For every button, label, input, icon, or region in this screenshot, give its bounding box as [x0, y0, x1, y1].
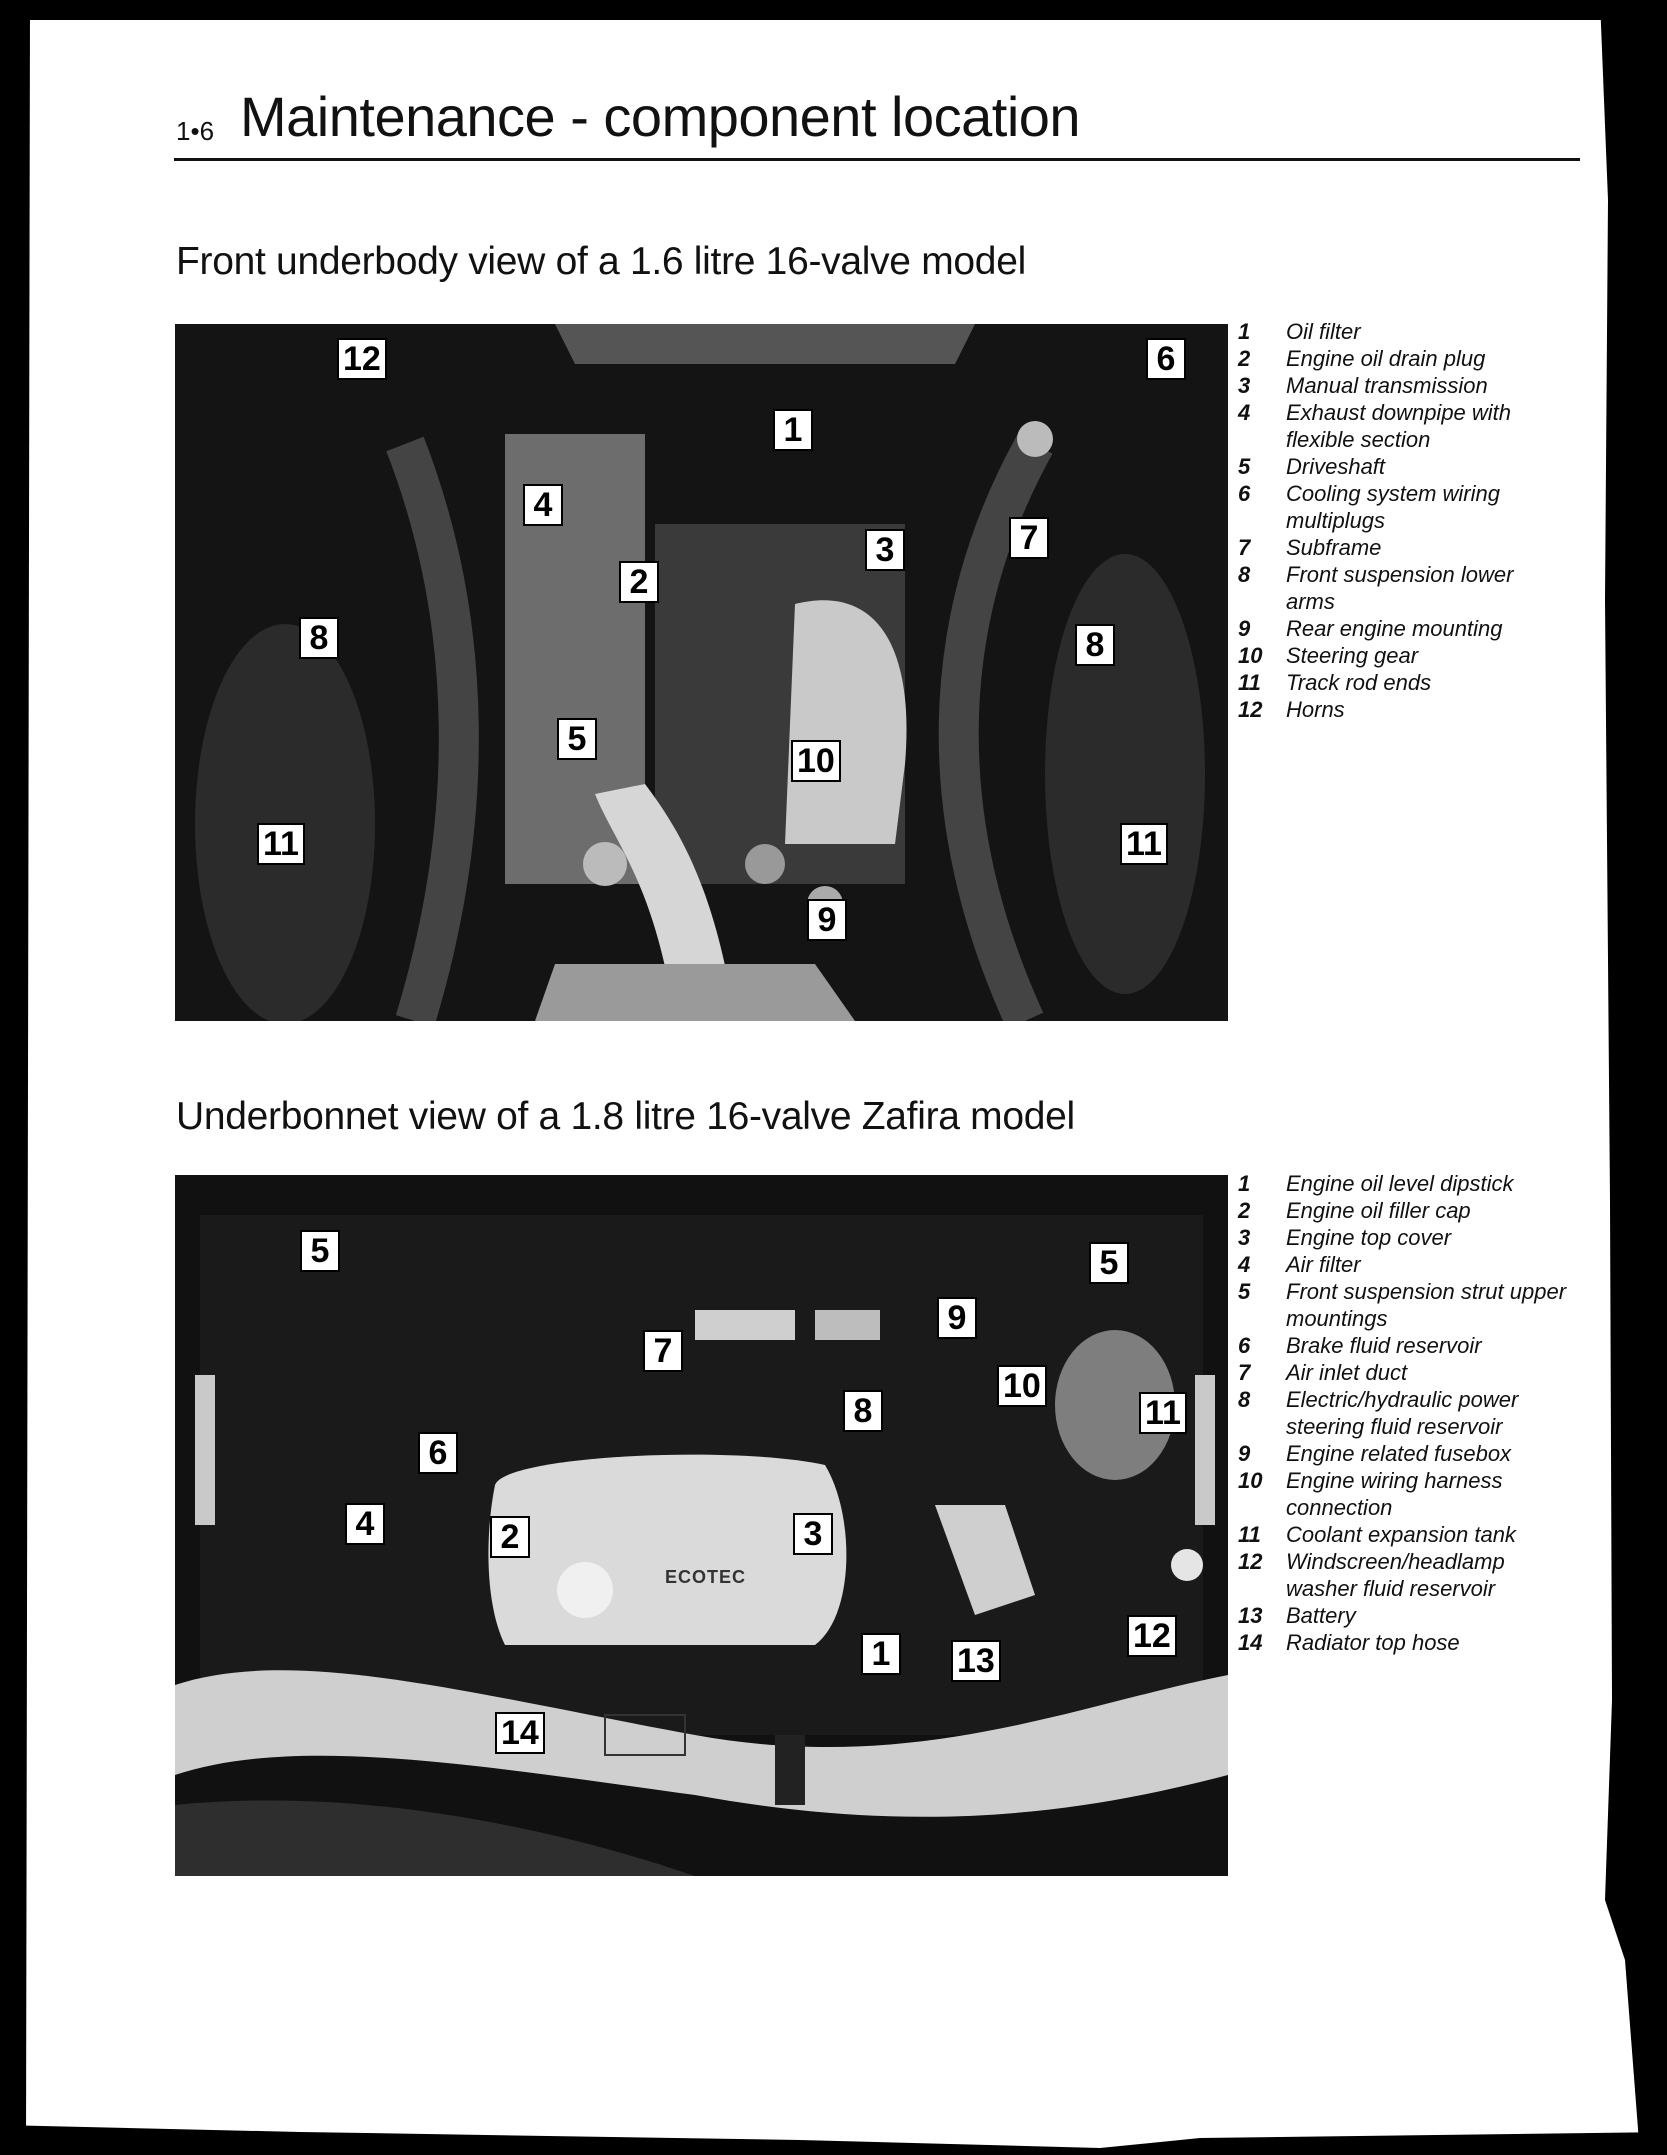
callout-1: 1	[861, 1633, 901, 1675]
callout-9: 9	[807, 899, 847, 941]
callout-3: 3	[865, 529, 905, 571]
legend-item: 13 Battery	[1238, 1603, 1356, 1628]
legend-item: 1 Engine oil level dipstick	[1238, 1171, 1514, 1196]
callout-8-right: 8	[1075, 624, 1115, 666]
legend-item: 8 Front suspension lower arms	[1238, 562, 1514, 614]
callout-8-left: 8	[299, 617, 339, 659]
legend-item: 9 Engine related fusebox	[1238, 1441, 1512, 1466]
legend-item: 10 Steering gear	[1238, 643, 1419, 668]
legend-item: 5 Front suspension strut upper mountings	[1238, 1279, 1567, 1331]
callout-10: 10	[997, 1365, 1047, 1407]
callout-2: 2	[619, 561, 659, 603]
callout-3: 3	[793, 1513, 833, 1555]
page-header	[174, 82, 1580, 161]
section-title-underbody: Front underbody view of a 1.6 litre 16-valve model	[176, 240, 1026, 283]
legend-item: 14 Radiator top hose	[1238, 1630, 1460, 1655]
callout-4: 4	[345, 1503, 385, 1545]
photo-underbonnet	[175, 1175, 1228, 1876]
callout-8: 8	[843, 1390, 883, 1432]
callout-7: 7	[643, 1330, 683, 1372]
legend-underbonnet	[1238, 1170, 1568, 1656]
legend-item: 11 Track rod ends	[1238, 670, 1432, 695]
ecotec-badge: ECOTEC	[665, 1567, 747, 1587]
legend-item: 6 Cooling system wiring multiplugs	[1238, 481, 1500, 533]
section-title-underbonnet: Underbonnet view of a 1.8 litre 16-valve Zafira model	[176, 1095, 1075, 1138]
legend-item: 5 Driveshaft	[1238, 454, 1386, 479]
legend-item: 11 Coolant expansion tank	[1238, 1522, 1516, 1547]
callout-5-left: 5	[300, 1230, 340, 1272]
callout-2: 2	[490, 1516, 530, 1558]
callout-5-right: 5	[1089, 1242, 1129, 1284]
legend-item: 4 Exhaust downpipe with flexible section	[1238, 400, 1512, 452]
legend-item: 3 Engine top cover	[1238, 1225, 1452, 1250]
callout-4: 4	[523, 484, 563, 526]
callout-13: 13	[951, 1640, 1001, 1682]
legend-item: 2 Engine oil drain plug	[1238, 346, 1486, 371]
callout-11: 11	[1139, 1392, 1187, 1434]
legend-item: 1 Oil filter	[1238, 319, 1361, 344]
callout-6: 6	[418, 1432, 458, 1474]
legend-item: 12 Horns	[1238, 697, 1345, 722]
legend-item: 3 Manual transmission	[1238, 373, 1488, 398]
underbonnet-photo-art	[175, 1175, 1228, 1876]
callout-11-left: 11	[257, 823, 305, 865]
legend-item: 2 Engine oil filler cap	[1238, 1198, 1471, 1223]
legend-item: 10 Engine wiring harness connection	[1238, 1468, 1503, 1520]
underbody-photo-art	[175, 324, 1228, 1021]
legend-item: 7 Subframe	[1238, 535, 1382, 560]
callout-9: 9	[937, 1297, 977, 1339]
callout-10: 10	[791, 740, 841, 782]
legend-item: 6 Brake fluid reservoir	[1238, 1333, 1482, 1358]
callout-5: 5	[557, 718, 597, 760]
callout-12: 12	[337, 338, 387, 380]
callout-11-right: 11	[1120, 823, 1168, 865]
callout-6: 6	[1146, 338, 1186, 380]
legend-item: 9 Rear engine mounting	[1238, 616, 1503, 641]
callout-1: 1	[773, 409, 813, 451]
legend-item: 7 Air inlet duct	[1238, 1360, 1408, 1385]
callout-12: 12	[1127, 1615, 1177, 1657]
callout-14: 14	[495, 1712, 545, 1754]
legend-item: 8 Electric/hydraulic power steering fluid reservoir	[1238, 1387, 1519, 1439]
legend-item: 4 Air filter	[1238, 1252, 1361, 1277]
legend-item: 12 Windscreen/headlamp washer fluid reservoir	[1238, 1549, 1505, 1601]
page-number: 1•6	[176, 116, 215, 146]
photo-underbody	[175, 324, 1228, 1021]
legend-underbody	[1238, 318, 1568, 723]
callout-7: 7	[1009, 517, 1049, 559]
page-title: Maintenance - component location	[240, 85, 1081, 148]
